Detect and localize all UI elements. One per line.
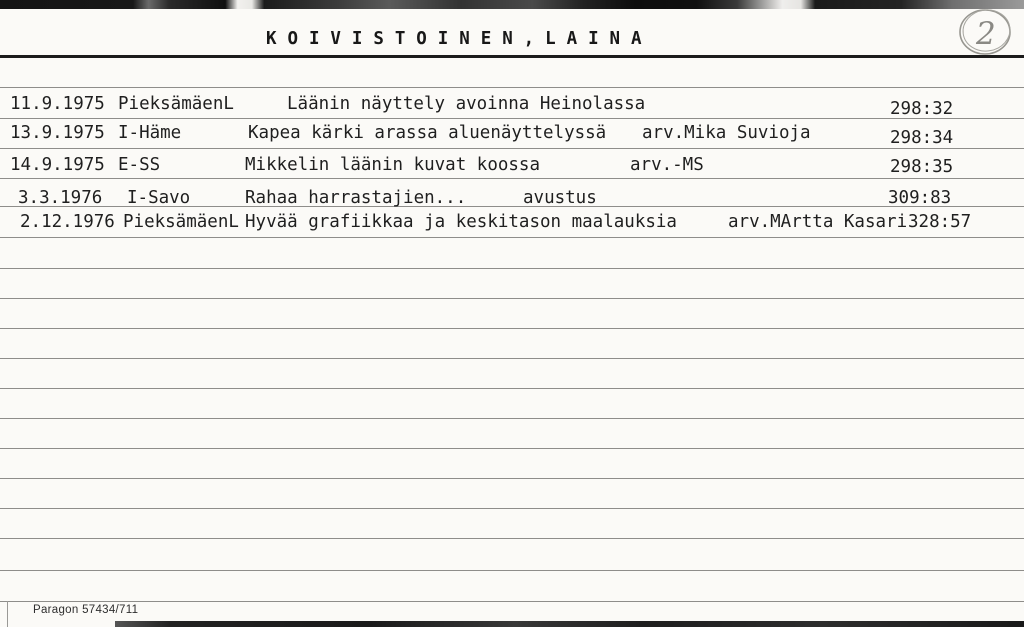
entry-text: Läänin näyttely avoinna Heinolassa (287, 94, 646, 114)
entry-date: 13.9.1975 (10, 123, 105, 143)
rule-line (0, 237, 1024, 238)
entry-source: I-Häme (118, 123, 182, 143)
rule-line (0, 388, 1024, 389)
entry-ref: 298:34 (890, 128, 954, 148)
entry-note: arv.-MS (630, 155, 704, 175)
entry-row (0, 155, 1024, 176)
title-rule (0, 55, 1024, 58)
entry-text: Rahaa harrastajien... (245, 188, 467, 208)
entry-note: arv.MArtta Kasari (728, 212, 908, 232)
entry-source: I-Savo (127, 188, 191, 208)
entry-row (0, 123, 1024, 148)
entry-source: E-SS (118, 155, 161, 175)
rule-line (0, 538, 1024, 539)
rule-line (0, 298, 1024, 299)
entry-date: 11.9.1975 (10, 94, 105, 114)
entry-date: 2.12.1976 (20, 212, 115, 232)
rule-line (0, 178, 1024, 179)
entry-text: Kapea kärki arassa aluenäyttelyssä (248, 123, 607, 143)
rule-line (0, 358, 1024, 359)
scan-edge-bottom (115, 621, 1024, 627)
card-title: K O I V I S T O I N E N , L A I N A (266, 29, 642, 49)
entry-note: avustus (523, 188, 597, 208)
entry-date: 14.9.1975 (10, 155, 105, 175)
entry-row (0, 188, 1024, 209)
rule-line (0, 508, 1024, 509)
entry-row (0, 212, 1024, 233)
rule-line (0, 448, 1024, 449)
corner-mark-numeral: 2 (976, 16, 996, 52)
entry-note: arv.Mika Suvioja (642, 123, 811, 143)
rule-line (0, 478, 1024, 479)
entry-ref: 298:32 (890, 99, 954, 119)
scan-edge-top (0, 0, 1024, 9)
entry-row (0, 94, 1024, 119)
entry-ref: 309:83 (888, 188, 952, 208)
entry-date: 3.3.1976 (18, 188, 103, 208)
rule-line (0, 87, 1024, 88)
entry-ref: 328:57 (908, 212, 972, 232)
entry-ref: 298:35 (890, 157, 954, 177)
card-corner-mark-line (7, 601, 8, 627)
card-brand: Paragon 57434/711 (33, 604, 139, 616)
entry-text: Hyvää grafiikkaa ja keskitason maalauksia (245, 212, 677, 232)
rule-line (0, 118, 1024, 119)
entry-source: PieksämäenL (123, 212, 239, 232)
rule-line (0, 601, 1024, 602)
rule-line (0, 418, 1024, 419)
rule-line (0, 268, 1024, 269)
rule-line (0, 148, 1024, 149)
entry-text: Mikkelin läänin kuvat koossa (245, 155, 541, 175)
rule-line (0, 570, 1024, 571)
entry-source: PieksämäenL (118, 94, 234, 114)
rule-line (0, 328, 1024, 329)
